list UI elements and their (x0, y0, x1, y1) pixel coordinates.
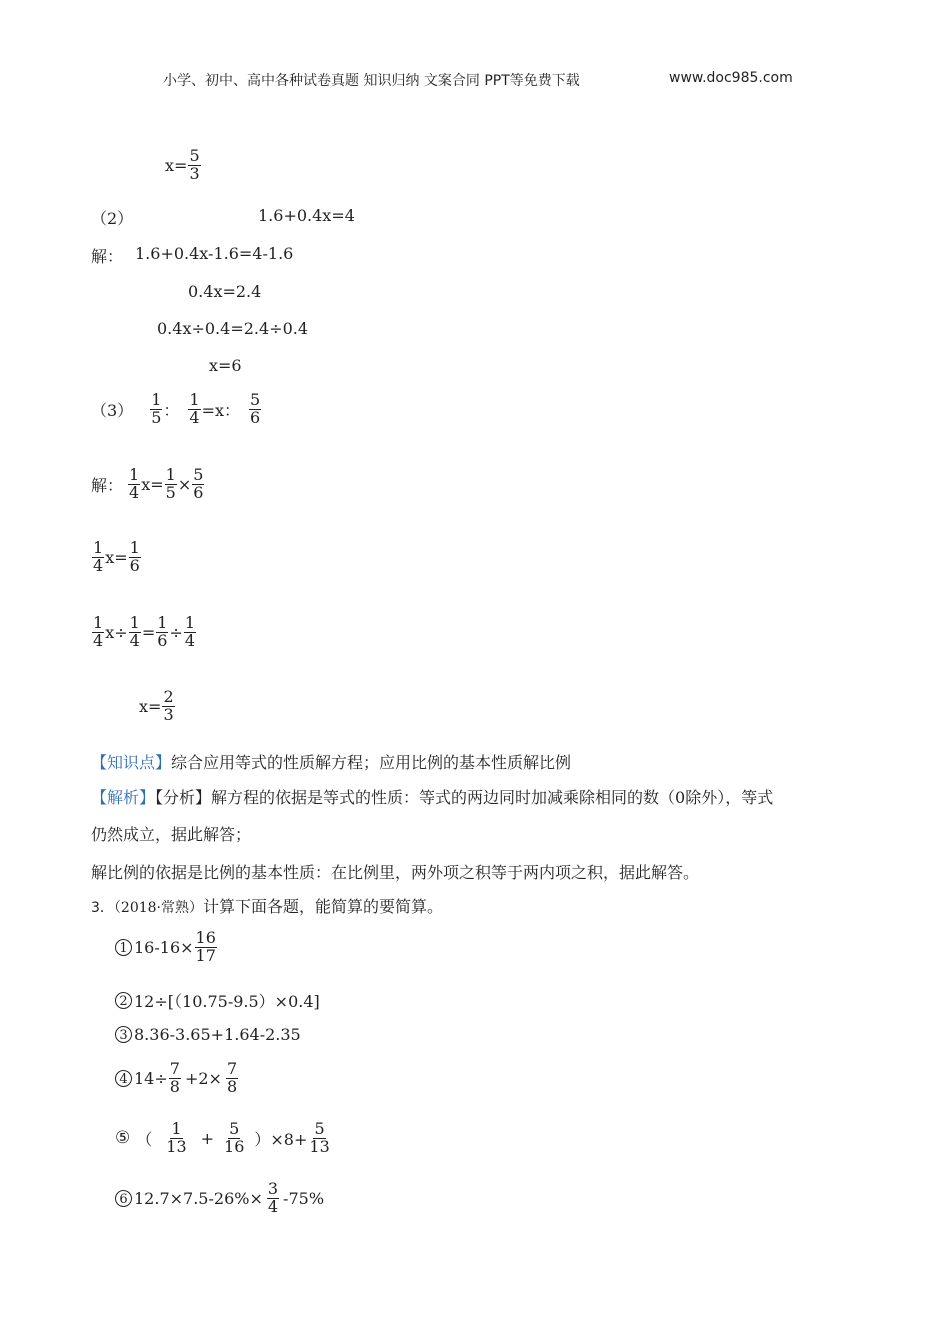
calc-item-5 (115, 1121, 332, 1156)
calc-expression: 16-16× (134, 937, 194, 957)
x-equals: x= (105, 547, 128, 567)
x-equals: x= (141, 474, 164, 494)
analysis-text-1: 解方程的依据是等式的性质：等式的两边同时加减乘除相同的数（0除外），等式 (211, 788, 774, 807)
fraction: $\frac{7}{8}$ (226, 1059, 238, 1096)
fraction: $\frac{5}{6}$ (250, 390, 261, 427)
analysis-line-3: 解比例的依据是比例的基本性质：在比例里，两外项之积等于两内项之积，据此解答。 (91, 863, 700, 882)
circled-number: 2 (115, 992, 132, 1009)
fraction: $\frac{1}{5}$ (165, 465, 176, 502)
divide-sign: ÷ (169, 622, 183, 642)
solution-2-step-4: x=6 (209, 356, 242, 375)
calc-expression-tail: -75% (283, 1188, 325, 1208)
ratio-colon: ： (163, 400, 180, 420)
fraction: $\frac{1}{4}$ (93, 613, 104, 650)
circled-number: ⑤ (115, 1128, 131, 1149)
knowledge-text: 综合应用等式的性质解方程；应用比例的基本性质解比例 (171, 753, 572, 772)
fraction: $\frac{5}{13}$ (309, 1119, 330, 1156)
header-site-link[interactable]: www.doc985.com (669, 70, 793, 86)
calc-expression-mid: +2× (184, 1068, 222, 1088)
calc-expression: 8.36-3.65+1.64-2.35 (134, 1025, 301, 1044)
problem-3 (91, 392, 262, 427)
calc-item-1 (115, 930, 218, 965)
circled-number: 3 (115, 1026, 132, 1043)
calc-expression: 12÷[（10.75-9.5）×0.4] (134, 992, 320, 1011)
solution-3-step-4 (139, 689, 176, 724)
open-paren: （ (136, 1129, 153, 1149)
solution-1-result (165, 148, 202, 183)
knowledge-point (91, 750, 571, 773)
analysis-line-2: 仍然成立，据此解答； (91, 825, 252, 844)
solution-3-label: 解： (91, 475, 124, 495)
problem-2-equation: 1.6+0.4x=4 (258, 206, 355, 225)
problem-2-label: （2） (91, 209, 134, 228)
analysis-line-1 (91, 785, 773, 808)
circled-number: 1 (115, 939, 132, 956)
solution-3-step-1 (91, 467, 205, 502)
fraction: $\frac{1}{6}$ (157, 613, 168, 650)
question-number: 3． (91, 900, 114, 916)
solution-2-step-1: 1.6+0.4x-1.6=4-1.6 (135, 244, 294, 263)
fraction: $\frac{5}{6}$ (193, 465, 204, 502)
fraction: $\frac{16}{17}$ (195, 928, 216, 965)
analysis-tag: 【解析】 (91, 788, 156, 807)
fraction: $\frac{5}{3}$ (189, 146, 200, 183)
x-equals: x= (139, 696, 162, 716)
calc-item-3 (115, 1025, 301, 1044)
equals-sign: = (141, 622, 156, 642)
solution-2-step-3: 0.4x÷0.4=2.4÷0.4 (157, 319, 309, 338)
calc-item-6 (115, 1181, 324, 1216)
fraction: $\frac{1}{4}$ (129, 613, 140, 650)
question-3-heading (91, 894, 443, 917)
solution-3-step-2 (91, 540, 142, 575)
analysis-sub-tag: 【分析】 (155, 788, 212, 807)
equals-x: =x： (201, 400, 241, 420)
question-text: 计算下面各题，能简算的要简算。 (203, 897, 444, 916)
fraction: $\frac{5}{16}$ (224, 1119, 245, 1156)
fraction: $\frac{1}{4}$ (129, 465, 140, 502)
calc-item-4 (115, 1061, 239, 1096)
header-text: 小学、初中、高中各种试卷真题 知识归纳 文案合同 PPT等免费下载 (163, 73, 580, 89)
times-sign: × (177, 474, 192, 494)
knowledge-tag: 【知识点】 (91, 753, 172, 772)
x-divide: x÷ (105, 622, 128, 642)
solution-2-label: 解： (91, 247, 124, 266)
fraction: $\frac{7}{8}$ (169, 1059, 180, 1096)
calc-item-2 (115, 989, 320, 1012)
circled-number: 6 (115, 1190, 132, 1207)
question-source: （2018·常熟） (113, 900, 204, 916)
close-paren-expression: ）×8+ (254, 1129, 308, 1149)
fraction: $\frac{1}{6}$ (129, 538, 140, 575)
plus-sign: + (200, 1128, 215, 1148)
solution-2-step-2: 0.4x=2.4 (188, 282, 262, 301)
fraction: $\frac{1}{4}$ (184, 613, 195, 650)
calc-expression: 14÷ (134, 1068, 168, 1088)
solution-3-step-3 (91, 615, 197, 650)
fraction: $\frac{2}{3}$ (163, 687, 174, 724)
fraction: $\frac{1}{4}$ (189, 390, 200, 427)
problem-3-label: （3） (91, 400, 134, 420)
calc-expression: 12.7×7.5-26%× (134, 1188, 263, 1208)
circled-number: 4 (115, 1070, 132, 1087)
fraction: $\frac{1}{5}$ (151, 390, 162, 427)
x-equals: x= (165, 155, 188, 175)
fraction: $\frac{1}{4}$ (93, 538, 104, 575)
fraction: $\frac{3}{4}$ (267, 1179, 279, 1216)
fraction: $\frac{1}{13}$ (166, 1119, 187, 1156)
